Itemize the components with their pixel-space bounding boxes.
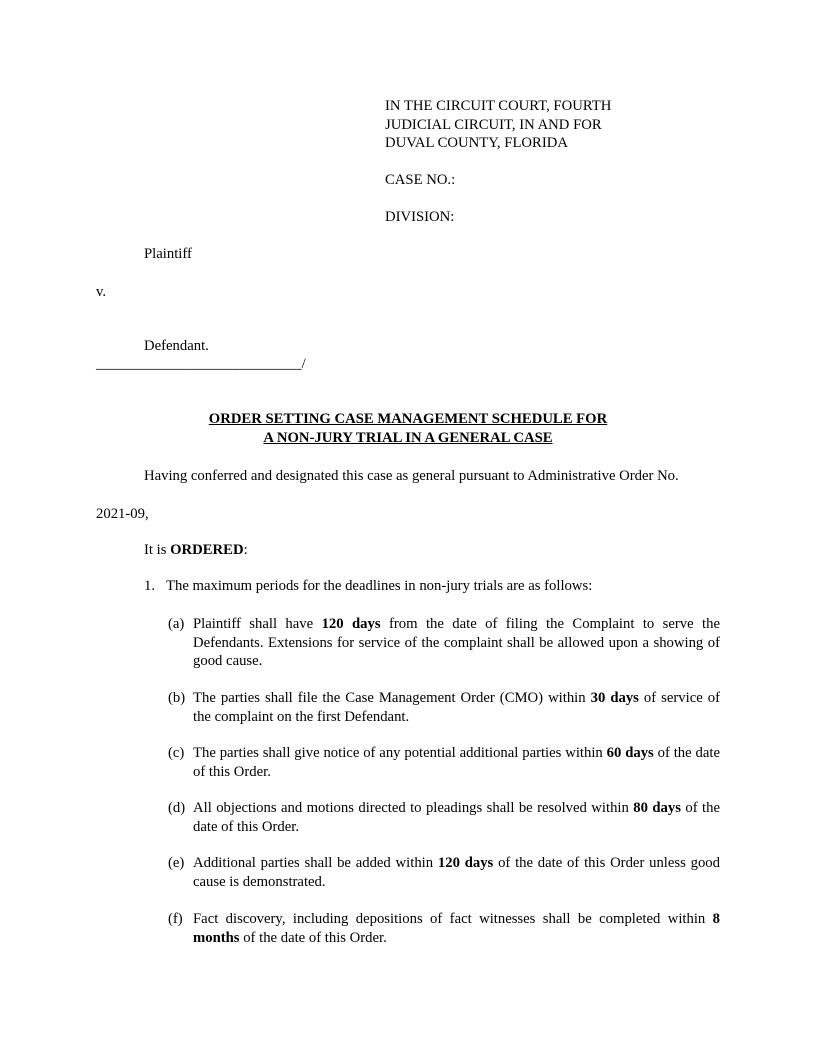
- item-deadline: 30 days: [590, 690, 639, 706]
- item-text-end: of the date of this Order.: [239, 929, 387, 946]
- intro-paragraph-continued: 2021-09,: [96, 506, 149, 522]
- item-text: [193, 689, 720, 726]
- item-label: (c): [168, 745, 185, 761]
- item-text-end: of the date of this Order.: [193, 800, 720, 835]
- deadline-item-b: [168, 689, 720, 726]
- item-label: (b): [168, 690, 186, 706]
- case-number-label: CASE NO.:: [385, 172, 456, 188]
- versus-label: v.: [96, 284, 107, 300]
- deadline-item-c: [168, 744, 720, 781]
- ordered-line: [144, 541, 248, 560]
- item-text-start: The parties shall file the Case Management Order (CMO) within: [193, 690, 591, 706]
- intro-paragraph: Having conferred and designated this case as general pursuant to Administrative Order No.: [144, 468, 679, 484]
- item-text-start: The parties shall give notice of any potential additional parties within: [193, 745, 607, 761]
- court-line: DUVAL COUNTY, FLORIDA: [385, 135, 568, 151]
- item-text: [193, 615, 720, 671]
- item-deadline: 60 days: [606, 745, 654, 761]
- signature-line: ____________________________/: [96, 356, 306, 372]
- order-title-line: A NON-JURY TRIAL IN A GENERAL CASE: [263, 430, 553, 446]
- item-text: [193, 799, 720, 836]
- numbered-paragraph-1: [144, 577, 592, 596]
- ordered-suffix: :: [243, 542, 248, 558]
- item-label: (d): [168, 800, 186, 816]
- item-text-start: All objections and motions directed to pleadings shall be resolved within: [193, 800, 634, 816]
- item-text: [193, 910, 720, 947]
- paragraph-text: The maximum periods for the deadlines in non-jury trials are as follows:: [166, 578, 593, 594]
- item-label: (a): [168, 616, 185, 632]
- item-text: [193, 744, 720, 781]
- defendant-label: Defendant.: [144, 338, 209, 354]
- item-text-start: Additional parties shall be added within: [193, 855, 438, 871]
- item-text-end: from the date of filing the Complaint to serve the Defendants. Extensions for service of the complaint shall be allowed upon a showing of good cause.: [193, 616, 720, 669]
- item-deadline: 8 months: [193, 911, 720, 946]
- plaintiff-label: Plaintiff: [144, 246, 192, 262]
- item-text-end: of the date of this Order.: [193, 745, 720, 780]
- paragraph-number: 1.: [144, 578, 156, 594]
- item-text-start: Plaintiff shall have: [193, 616, 322, 632]
- item-text-end: of service of the complaint on the first Defendant.: [193, 690, 721, 725]
- division-label: DIVISION:: [385, 209, 455, 225]
- item-text-end: of the date of this Order unless good cause is demonstrated.: [193, 855, 720, 890]
- item-text-start: Fact discovery, including depositions of fact witnesses shall be completed within: [193, 911, 713, 927]
- order-title: [96, 410, 720, 448]
- ordered-prefix: It is: [144, 542, 171, 558]
- deadline-item-e: [168, 854, 720, 891]
- deadline-item-a: [168, 615, 720, 671]
- court-line: IN THE CIRCUIT COURT, FOURTH: [385, 98, 612, 114]
- deadline-item-f: [168, 910, 720, 947]
- ordered-keyword: ORDERED: [170, 542, 244, 558]
- item-text: [193, 854, 720, 891]
- deadline-item-d: [168, 799, 720, 836]
- item-label: (f): [168, 911, 183, 927]
- item-deadline: 120 days: [437, 855, 494, 871]
- order-title-line: ORDER SETTING CASE MANAGEMENT SCHEDULE FOR: [208, 411, 608, 427]
- item-deadline: 120 days: [321, 616, 381, 632]
- court-line: JUDICIAL CIRCUIT, IN AND FOR: [385, 116, 602, 133]
- court-caption: [385, 97, 611, 153]
- item-label: (e): [168, 855, 185, 871]
- item-deadline: 80 days: [633, 800, 681, 816]
